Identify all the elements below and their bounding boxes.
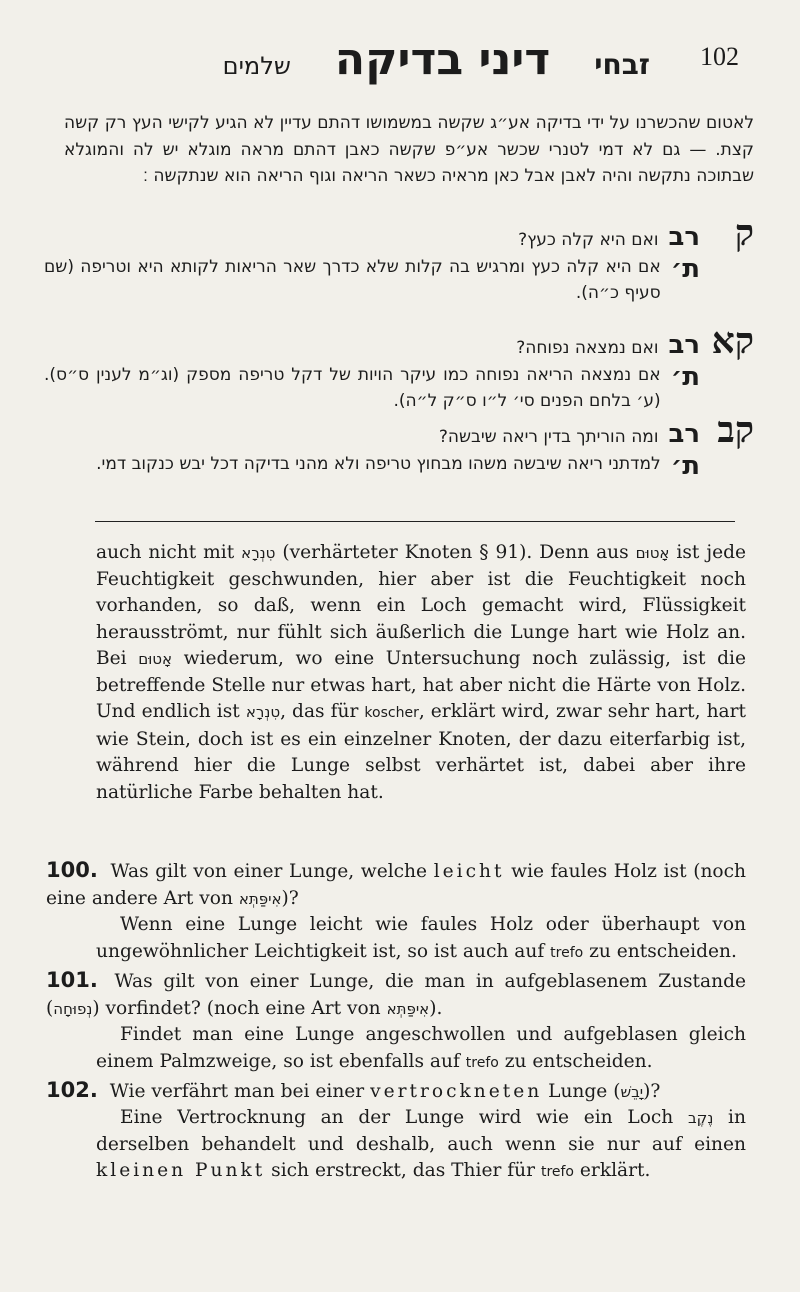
question-label: רב: [668, 330, 700, 360]
hebrew-term: אִיפַּתְּא: [238, 889, 282, 908]
hebrew-item-number: קב: [717, 409, 754, 451]
text-run: wie faules Holz ist (noch eine andere Art von: [46, 861, 747, 909]
text-run: Wenn eine Lunge leicht wie faules Holz oder überhaupt von ungewöhnlicher Leichtigkeit ist, so ist auch auf: [96, 914, 746, 962]
text-run: in derselben behandelt und deshalb, auch wenn sie nur auf einen: [96, 1107, 746, 1155]
hebrew-term: אָטוּם: [635, 544, 670, 562]
hebrew-term: אִיפַּתְּא: [386, 999, 430, 1018]
running-head: [223, 34, 650, 85]
answer-101: [96, 1022, 746, 1076]
question-number: 101.: [46, 968, 98, 992]
emphasis: vertrockneten: [370, 1081, 543, 1102]
text-run: ist jede Feuchtigkeit geschwunden, hier aber ist die Feuchtigkeit noch vorhanden, so daß, wenn ein Loch gemacht wird, Flüssigkeit herausströmt, nur fühlt sich äußerlich die Lunge hart wie Holz an. Bei: [96, 542, 747, 669]
question-number: 100.: [46, 858, 98, 882]
running-head-left: זבחי: [594, 48, 650, 81]
text-run: Was gilt von einer Lunge, welche: [110, 861, 428, 882]
text-run: , das für: [280, 701, 359, 722]
latin-term: trefo: [465, 1054, 499, 1071]
hebrew-question: ואם היא קלה כעץ?: [518, 230, 659, 250]
question-101: [46, 967, 746, 1022]
text-run: wiederum, wo eine Untersuchung noch zulässig, ist die betreffende Stelle nur etwas hart, hat aber nicht die Härte von Holz. Und endlich ist: [96, 648, 746, 722]
hebrew-item: [44, 409, 754, 481]
hebrew-answer: אם נמצאה הריאה נפוחה כמו עיקר הויות של דקל טריפה מספק (וג״מ לענין ס״ס). (ע׳ בלחם הפנים סי׳ ל״ו ס״ק ל״ה).: [44, 364, 661, 411]
question-label: רב: [668, 419, 700, 449]
hebrew-question: ואם נמצאה נפוחה?: [516, 338, 659, 358]
hebrew-item-number: קא: [711, 320, 754, 362]
question-label: רב: [668, 222, 700, 252]
text-run: Wie verfährt man bei einer: [109, 1081, 365, 1102]
text-run: Was gilt von einer Lunge, die man in aufgeblasenem Zustande (: [46, 971, 746, 1019]
latin-term: trefo: [540, 1164, 574, 1180]
text-run: )?: [643, 1081, 661, 1102]
text-run: zu entscheiden.: [504, 1050, 653, 1072]
text-run: erklärt.: [579, 1160, 651, 1181]
question-102: [46, 1077, 746, 1106]
hebrew-item: [44, 212, 754, 307]
hebrew-term: טִנְרָא: [245, 703, 281, 721]
hebrew-term: נֶקֶב: [688, 1109, 714, 1127]
emphasis: kleinen Punkt: [96, 1160, 266, 1181]
section-divider: [95, 521, 735, 522]
hebrew-term: טִנְרָא: [241, 544, 276, 562]
running-head-right: שלמים: [222, 52, 291, 80]
answer-102: [96, 1105, 746, 1186]
latin-term: trefo: [550, 944, 584, 961]
answer-label: ת׳: [670, 361, 700, 392]
running-head-title: דיני בדיקה: [334, 34, 551, 85]
answer-100: [96, 912, 746, 966]
hebrew-answer: אם היא קלה כעץ ומרגיש בה קלות שלא כדרך שאר הריאות לקותא היא וטריפה (שם סעיף כ״ה).: [44, 256, 661, 303]
hebrew-term: יָבֵשׁ: [620, 1083, 644, 1101]
hebrew-term: נְפוּחָה: [53, 999, 93, 1018]
text-run: Findet man eine Lunge angeschwollen und aufgeblasen gleich einem Palmzweige, so ist ebenfalls auf: [96, 1024, 746, 1072]
text-run: ) vorfindet? (noch eine Art von: [92, 997, 381, 1019]
text-run: , erklärt wird, zwar sehr hart, hart wie Stein, doch ist es ein einzelner Knoten, der dazu eiterfarbig ist, während hier die Lunge selbst verhärtet ist, dabei aber ihre natürliche Farbe behalten hat.: [96, 701, 746, 803]
question-number: 102.: [46, 1078, 98, 1102]
text-run: ).: [429, 997, 443, 1019]
question-100: [46, 857, 746, 912]
page-number: 102: [700, 42, 739, 71]
text-run: Eine Vertrocknung an der Lunge wird wie ein Loch: [120, 1107, 674, 1128]
text-run: Lunge (: [548, 1081, 621, 1102]
text-run: sich erstreckt, das Thier für: [271, 1160, 536, 1181]
hebrew-item-number: ק: [734, 212, 754, 254]
answer-label: ת׳: [670, 253, 700, 284]
hebrew-term: אָטוּם: [138, 650, 173, 668]
answer-label: ת׳: [670, 450, 700, 481]
hebrew-item: [44, 320, 754, 415]
text-run: )?: [281, 887, 299, 909]
hebrew-question: ומה הוריתך בדין ריאה שיבשה?: [438, 427, 659, 447]
german-body-paragraph: [96, 540, 746, 806]
text-run: auch nicht mit: [96, 542, 235, 563]
text-run: zu entscheiden.: [589, 940, 737, 962]
emphasis: leicht: [433, 861, 505, 882]
hebrew-answer: למדתני ריאה שיבשה משהו מבחוץ טריפה ולא מהני בדיקה דכל יבש כנקוב דמי.: [96, 453, 661, 474]
hebrew-intro-paragraph: לאטום שהכשרנו על ידי בדיקה אע״ג שקשה במשמושו דהתם עדיין לא הגיע לקישי העץ רק קשה קצת. — גם לא דמי לטנרי שכשר אע״פ שקשה כאבן דהתם מראה מוגלא יש לה והמוגלא שבתוכה נתקשה והיה לאבן אבל כאן מראיה כשאר הריאה וגוף הריאה הוא שנתקשה ׃: [64, 113, 754, 186]
latin-term: koscher: [364, 705, 419, 721]
text-run: (verhärteter Knoten § 91). Denn aus: [282, 542, 629, 563]
